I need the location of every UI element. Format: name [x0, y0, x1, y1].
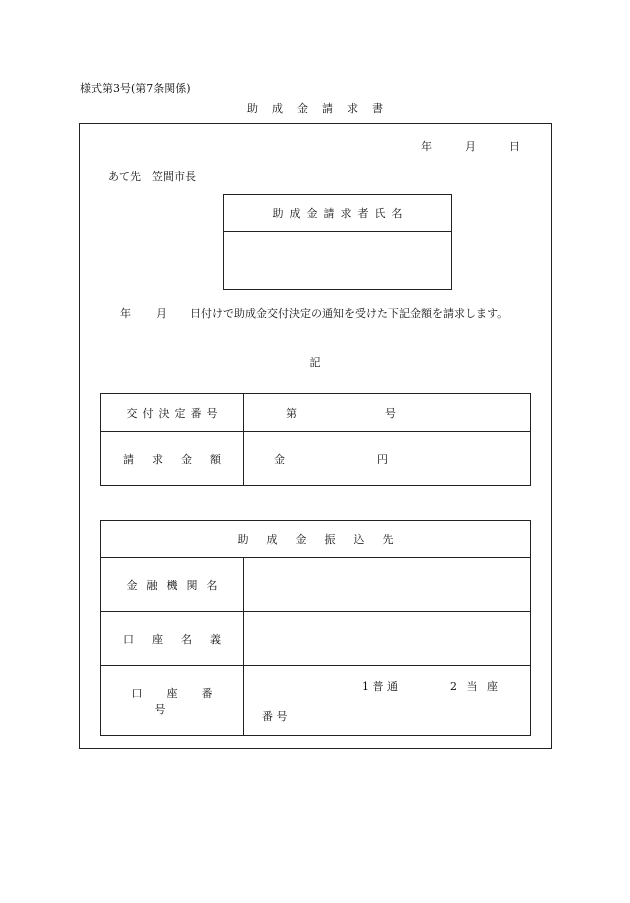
- bank-label: 金融機関名: [101, 558, 244, 612]
- amount-field[interactable]: [244, 432, 531, 486]
- applicant-box: [223, 194, 452, 290]
- document-title: 助成金請求書: [247, 102, 397, 115]
- amount-prefix: 金: [274, 452, 285, 466]
- applicant-name-field[interactable]: [224, 232, 451, 290]
- transfer-table: [100, 520, 531, 736]
- date-year-label: 年: [421, 140, 432, 153]
- addressee: あて先 笠間市長: [108, 170, 196, 183]
- grant-info-table: [100, 393, 531, 486]
- decision-number-field[interactable]: [244, 394, 531, 432]
- account-type-ordinary[interactable]: 1 普 通: [362, 680, 398, 693]
- request-statement: [120, 305, 508, 321]
- amount-suffix: 円: [377, 452, 388, 466]
- form-number: 様式第3号(第7条関係): [80, 82, 191, 95]
- holder-label: 口座名義: [101, 612, 244, 666]
- account-type-current[interactable]: 2 当 座: [450, 680, 501, 693]
- date-day-label: 日: [509, 140, 520, 153]
- date-line: [396, 138, 521, 154]
- decision-number-row: [101, 394, 531, 432]
- request-text: 日付けで助成金交付決定の通知を受けた下記金額を請求します。: [190, 307, 509, 320]
- amount-label: 請求金額: [101, 432, 244, 486]
- account-field[interactable]: [244, 666, 531, 736]
- transfer-header-row: [101, 521, 531, 558]
- bank-field[interactable]: [244, 558, 531, 612]
- account-row: [101, 666, 531, 736]
- request-month-label: 月: [156, 307, 167, 320]
- bank-row: [101, 558, 531, 612]
- date-month-label: 月: [465, 140, 476, 153]
- amount-row: [101, 432, 531, 486]
- transfer-header: 助成金振込先: [101, 521, 531, 558]
- ki-heading: 記: [309, 356, 321, 369]
- decision-number-label: 交付決定番号: [101, 394, 244, 432]
- decision-prefix: 第: [286, 406, 297, 420]
- holder-field[interactable]: [244, 612, 531, 666]
- applicant-header: 助成金請求者氏名: [224, 195, 451, 232]
- holder-row: [101, 612, 531, 666]
- decision-suffix: 号: [385, 406, 396, 420]
- request-year-label: 年: [120, 307, 131, 320]
- account-number-label: 番 号: [262, 710, 288, 723]
- account-label: 口座番号: [101, 666, 244, 736]
